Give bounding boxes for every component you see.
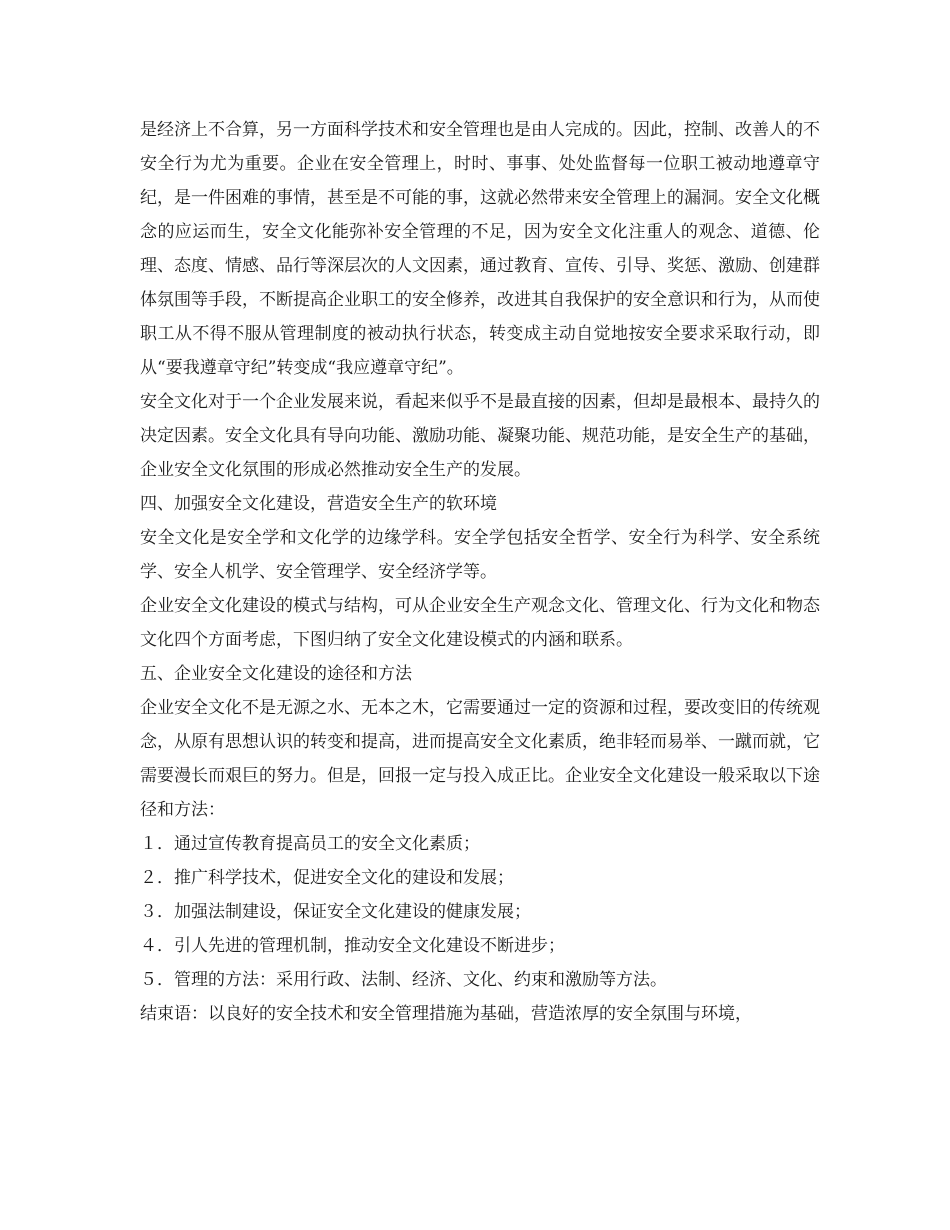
list-item-2: ２．推广科学技术，促进安全文化的建设和发展； [140,868,514,888]
list-item-1: １．通过宣传教育提高员工的安全文化素质； [140,834,480,854]
paragraph-conclusion: 结束语：以良好的安全技术和安全管理措施为基础，营造浓厚的安全氛围与环境， [140,1004,752,1024]
list-item-5: ５．管理的方法：采用行政、法制、经济、文化、约束和激励等方法。 [140,970,667,990]
list-item-3: ３．加强法制建设，保证安全文化建设的健康发展； [140,902,531,922]
document-body [140,113,820,1031]
section-heading-4: 四、加强安全文化建设，营造安全生产的软环境 [140,494,497,514]
paragraph-safety-disciplines: 安全文化是安全学和文化学的边缘学科。安全学包括安全哲学、安全行为科学、安全系统学、安全人机学、安全管理学、安全经济学等。 [140,528,820,582]
paragraph-approaches-intro: 企业安全文化不是无源之水、无本之木，它需要通过一定的资源和过程，要改变旧的传统观念，从原有思想认识的转变和提高，进而提高安全文化素质，绝非轻而易举、一蹴而就，它需要漫长而艰巨的努力。但是，回报一定与投入成正比。企业安全文化建设一般采取以下途径和方法： [140,698,820,820]
paragraph-culture-model: 企业安全文化建设的模式与结构，可从企业安全生产观念文化、管理文化、行为文化和物态文化四个方面考虑，下图归纳了安全文化建设模式的内涵和联系。 [140,596,820,650]
section-heading-5: 五、企业安全文化建设的途径和方法 [140,664,412,684]
list-item-4: ４．引人先进的管理机制，推动安全文化建设不断进步； [140,936,565,956]
paragraph-safety-culture-importance: 安全文化对于一个企业发展来说，看起来似乎不是最直接的因素，但却是最根本、最持久的决定因素。安全文化具有导向功能、激励功能、凝聚功能、规范功能，是安全生产的基础，企业安全文化氛围的形成必然推动安全生产的发展。 [140,392,820,480]
paragraph-safety-culture-intro: 是经济上不合算，另一方面科学技术和安全管理也是由人完成的。因此，控制、改善人的不安全行为尤为重要。企业在安全管理上，时时、事事、处处监督每一位职工被动地遵章守纪，是一件困难的事情，甚至是不可能的事，这就必然带来安全管理上的漏洞。安全文化概念的应运而生，安全文化能弥补安全管理的不足，因为安全文化注重人的观念、道德、伦理、态度、情感、品行等深层次的人文因素，通过教育、宣传、引导、奖惩、激励、创建群体氛围等手段，不断提高企业职工的安全修养，改进其自我保护的安全意识和行为，从而使职工从不得不服从管理制度的被动执行状态，转变成主动自觉地按安全要求采取行动，即从“要我遵章守纪”转变成“我应遵章守纪”。 [140,120,820,378]
